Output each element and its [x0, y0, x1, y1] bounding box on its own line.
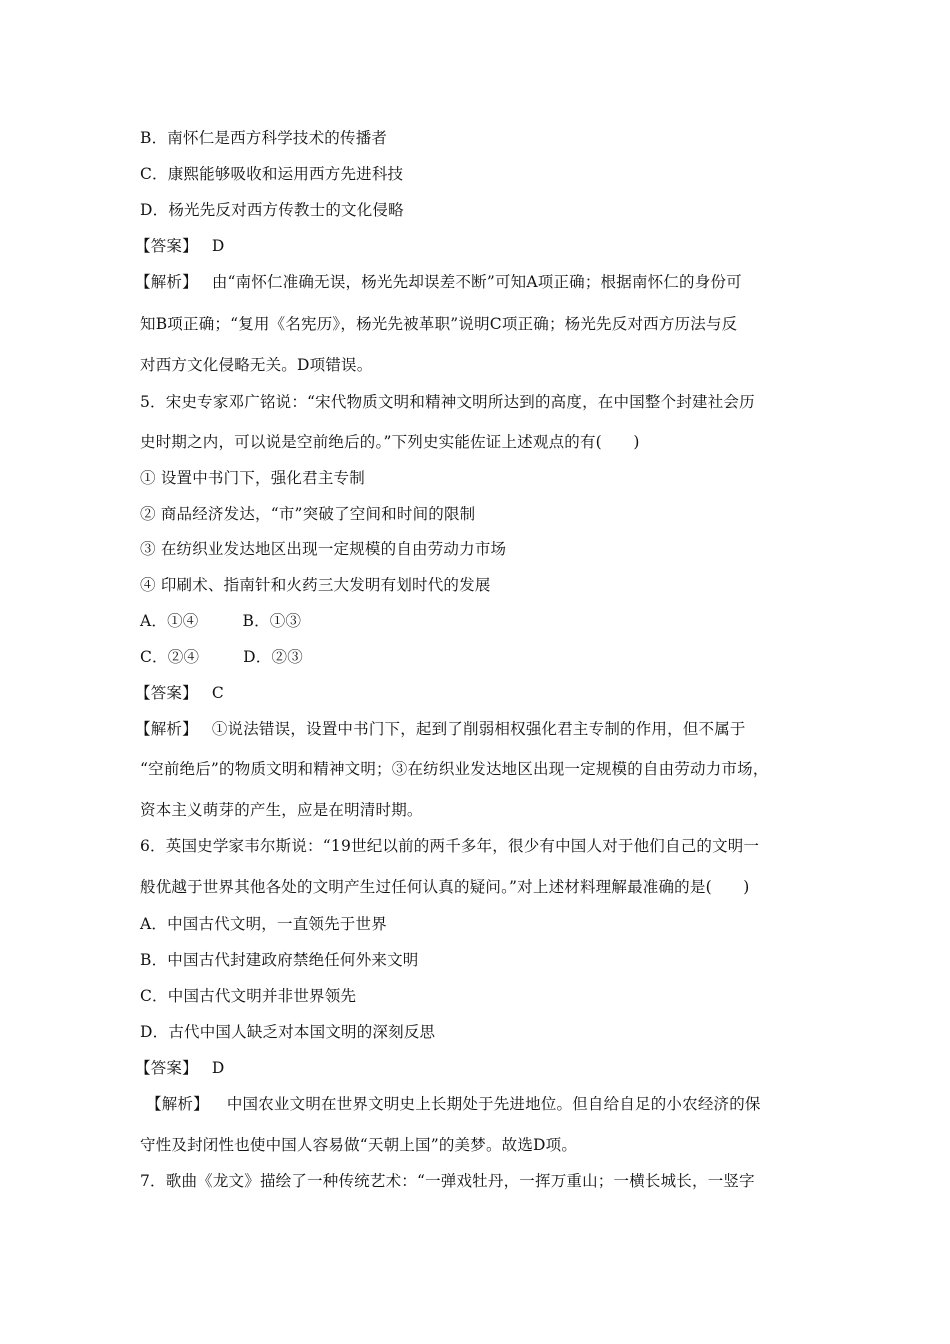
- q5-option-a: A．①④: [140, 612, 199, 630]
- q5-item-1: ① 设置中书门下，强化君主专制: [140, 469, 365, 487]
- q4-analysis-line-3: 对西方文化侵略无关。D项错误。: [140, 356, 373, 374]
- analysis-text: 由“南怀仁准确无误，杨光先却误差不断”可知A项正确；根据南怀仁的身份可: [211, 273, 742, 291]
- q6-option-a: A．中国古代文明，一直领先于世界: [140, 915, 387, 933]
- answer-value: D: [211, 237, 225, 255]
- analysis-text: 中国农业文明在世界文明史上长期处于先进地位。但自给自足的小农经济的保: [226, 1095, 761, 1113]
- q5-options-row-1: [140, 611, 301, 631]
- q6-analysis-line-1: [146, 1094, 761, 1114]
- q5-analysis-line-1: [135, 719, 746, 739]
- analysis-tag: 【解析】: [135, 273, 198, 291]
- q4-analysis-line-1: [135, 272, 742, 292]
- q5-option-c: C．②④: [140, 648, 200, 666]
- q5-analysis-line-3: 资本主义萌芽的产生，应是在明清时期。: [140, 801, 423, 819]
- q6-option-b: B．中国古代封建政府禁绝任何外来文明: [140, 951, 419, 969]
- q6-stem-line-2: 般优越于世界其他各处的文明产生过任何认真的疑问。”对上述材料理解最准确的是( ): [140, 878, 750, 896]
- q4-option-c: C．康熙能够吸收和运用西方先进科技: [140, 165, 404, 183]
- q4-answer: [135, 236, 224, 256]
- answer-tag: 【答案】: [135, 1059, 198, 1077]
- q5-analysis-line-2: “空前绝后”的物质文明和精神文明；③在纺织业发达地区出现一定规模的自由劳动力市场，: [140, 760, 769, 778]
- q5-option-b: B．①③: [242, 612, 302, 630]
- q6-stem-line-1: 6．英国史学家韦尔斯说：“19世纪以前的两千多年，很少有中国人对于他们自己的文明一: [140, 837, 760, 855]
- answer-tag: 【答案】: [135, 684, 198, 702]
- q5-item-3: ③ 在纺织业发达地区出现一定规模的自由劳动力市场: [140, 540, 507, 558]
- q5-answer: [135, 683, 224, 703]
- q4-option-d: D．杨光先反对西方传教士的文化侵略: [140, 201, 404, 219]
- q5-stem-line-1: 5．宋史专家邓广铭说：“宋代物质文明和精神文明所达到的高度，在中国整个封建社会历: [140, 393, 755, 411]
- q4-analysis-line-2: 知B项正确；“复用《名宪历》，杨光先被革职”说明C项正确；杨光先反对西方历法与反: [140, 315, 738, 333]
- q6-analysis-line-2: 守性及封闭性也使中国人容易做“天朝上国”的美梦。故选D项。: [140, 1136, 578, 1154]
- q5-options-row-2: [140, 647, 303, 667]
- answer-tag: 【答案】: [135, 237, 198, 255]
- q5-item-4: ④ 印刷术、指南针和火药三大发明有划时代的发展: [140, 576, 491, 594]
- analysis-text: ①说法错误，设置中书门下，起到了削弱相权强化君主专制的作用，但不属于: [211, 720, 746, 738]
- q7-stem-line-1: 7．歌曲《龙文》描绘了一种传统艺术：“一弹戏牡丹，一挥万重山；一横长城长，一竖字: [140, 1172, 755, 1190]
- q5-item-2: ② 商品经济发达，“市”突破了空间和时间的限制: [140, 505, 476, 523]
- q6-option-d: D．古代中国人缺乏对本国文明的深刻反思: [140, 1023, 436, 1041]
- q6-option-c: C．中国古代文明并非世界领先: [140, 987, 357, 1005]
- answer-value: C: [211, 684, 224, 702]
- q4-option-b: B．南怀仁是西方科学技术的传播者: [140, 129, 388, 147]
- answer-value: D: [211, 1059, 225, 1077]
- analysis-tag: 【解析】: [146, 1095, 209, 1113]
- q5-stem-line-2: 史时期之内，可以说是空前绝后的。”下列史实能佐证上述观点的有( ): [140, 433, 640, 451]
- q6-answer: [135, 1058, 224, 1078]
- analysis-tag: 【解析】: [135, 720, 198, 738]
- q5-option-d: D．②③: [243, 648, 303, 666]
